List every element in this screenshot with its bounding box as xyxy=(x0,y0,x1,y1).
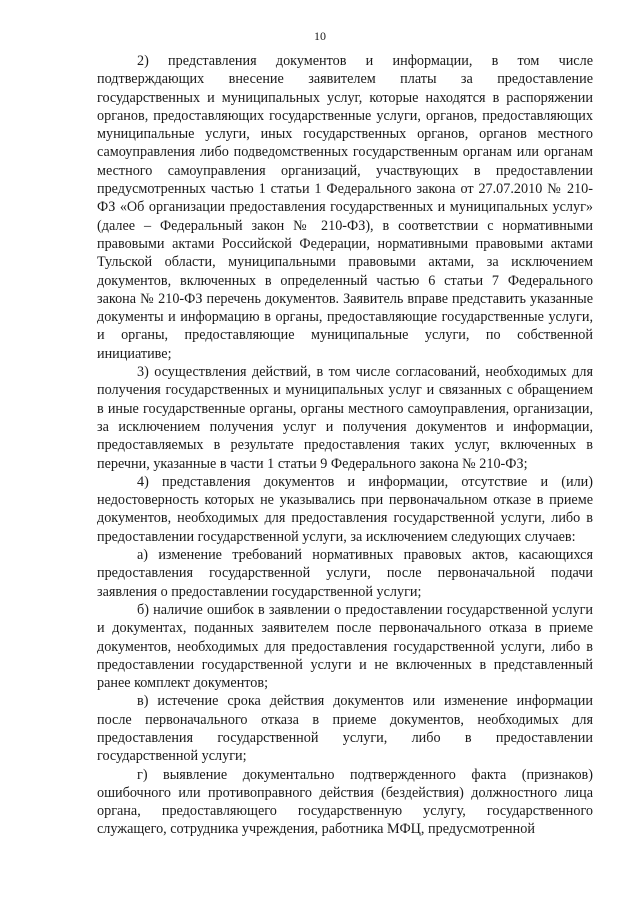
paragraph-subitem-g: г) выявление документально подтвержденного факта (признаков) ошибочного или противоправного действия (бездействия) должностного лица органа, предоставляющего государственную услугу, государственного служащего, сотрудника учреждения, работника МФЦ, предусмотренной xyxy=(97,766,593,838)
page-number: 10 xyxy=(314,29,326,43)
paragraph-subitem-v: в) истечение срока действия документов или изменение информации после первоначального отказа в приеме документов, необходимых для предоставления государственной услуги, либо в предоставлении государственной услуги; xyxy=(97,693,593,765)
paragraph-subitem-b: б) наличие ошибок в заявлении о предоставлении государственной услуги и документах, поданных заявителем после первоначального отказа в приеме документов, необходимых для предоставления государственной услуги, либо в предоставлении государственной услуги и не включенных в представленный ранее комплект документов; xyxy=(97,601,593,692)
paragraph-item-4: 4) представления документов и информации, отсутствие и (или) недостоверность которых не указывались при первоначальном отказе в приеме документов, необходимых для предоставления государственной услуги, либо в предоставлении государственной услуги, за исключением следующих случаев: xyxy=(97,473,593,545)
paragraph-item-3: 3) осуществления действий, в том числе согласований, необходимых для получения государственных и муниципальных услуг и связанных с обращением в иные государственные органы, органы местного самоуправления, организации, за исключением получения услуг и получения документов и информации, предоставляемых в результате предоставления таких услуг, включенных в перечни, указанные в части 1 статьи 9 Федерального закона № 210-ФЗ; xyxy=(97,364,593,472)
paragraph-item-2: 2) представления документов и информации, в том числе подтверждающих внесение заявителем платы за предоставление государственных и муниципальных услуг, которые находятся в распоряжении органов, предоставляющих государственные услуги, органов, предоставляющих муниципальные услуги, иных государственных органов, органов местного самоуправления либо подведомственных государственным органам или органам местного самоуправления организаций, участвующих в предоставлении предусмотренных частью 1 статьи 1 Федерального закона от 27.07.2010 № 210-ФЗ «Об организации предоставления государственных и муниципальных услуг» (далее – Федеральный закон № 210-ФЗ), в соответствии с нормативными правовыми актами Российской Федерации, нормативными правовыми актами Тульской области, муниципальными правовыми актами, за исключением документов, включенных в определенный частью 6 статьи 7 Федерального закона № 210-ФЗ перечень документов. Заявитель вправе представить указанные документы и информацию в органы, предоставляющие государственные услуги, и органы, предоставляющие муниципальные услуги, по собственной инициативе; xyxy=(97,53,593,362)
paragraph-subitem-a: а) изменение требований нормативных правовых актов, касающихся предоставления государственной услуги, после первоначальной подачи заявления о предоставлении государственной услуги; xyxy=(97,547,593,600)
document-body xyxy=(97,52,593,839)
